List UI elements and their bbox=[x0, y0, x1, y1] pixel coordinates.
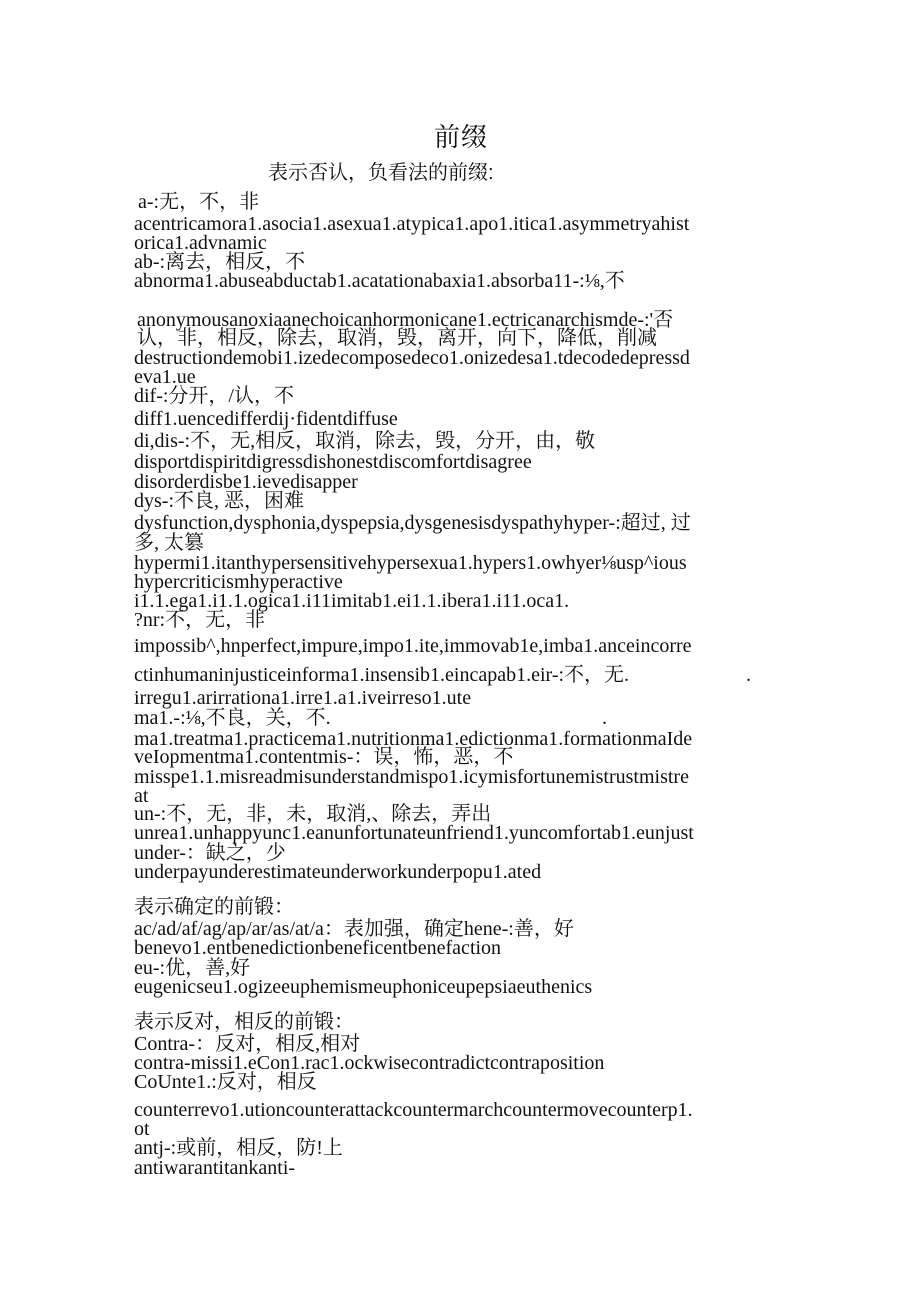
text-line: underpayunderestimateunderworkunderpopu1.ated bbox=[134, 861, 542, 883]
text-line: antj-:或前，相反，防!上 bbox=[134, 1137, 343, 1159]
text-line: di,dis-:不，无,相反，取消，除去，毁，分开，由，敬 bbox=[134, 430, 596, 452]
page-title: 前缀 bbox=[434, 123, 489, 152]
text-line: un-:不，无，非，未，取消,、除去，弄出 bbox=[134, 803, 492, 825]
stray-mark: . bbox=[602, 707, 607, 729]
text-line: hypercriticismhyperactive bbox=[134, 571, 343, 593]
text-line: ctinhumaninjusticeinforma1.insensib1.eincapab1.eir-:不，无. bbox=[134, 664, 630, 686]
text-line: abnorma1.abuseabductab1.acatationabaxia1.absorba11-:⅛,不 bbox=[134, 270, 625, 292]
text-line: irregu1.arirrationa1.irre1.a1.iveirreso1.ute bbox=[134, 687, 472, 709]
text-line: antiwarantitankanti- bbox=[134, 1157, 296, 1179]
text-line: veIopmentma1.contentmis-：误，怖，恶，不 bbox=[134, 746, 514, 768]
text-line: ab-:离去，相反，不 bbox=[134, 251, 306, 273]
text-line: CoUnte1.:反对，相反 bbox=[134, 1071, 317, 1093]
text-line: Contra-：反对，相反,相对 bbox=[134, 1033, 361, 1055]
text-line: acentricamora1.asocia1.asexua1.atypica1.apo1.itica1.asymmetryahist bbox=[134, 213, 690, 235]
text-line: anonymousanoxiaanechoicanhormonicane1.ectricanarchismde-:'否 bbox=[137, 309, 674, 331]
text-line: dysfunction,dysphonia,dyspepsia,dysgenesisdyspathyhyper-:超过, 过 bbox=[134, 512, 691, 534]
text-line: 认，非，相反，除去，取消，毁，离开，向下，降低，削减 bbox=[137, 327, 657, 349]
text-line: disportdispiritdigressdishonestdiscomfortdisagree bbox=[134, 451, 532, 473]
section-heading-affirmation: 表示确定的前锻： bbox=[134, 896, 294, 918]
text-line: contra-missi1.eCon1.rac1.ockwisecontradictcontraposition bbox=[134, 1052, 605, 1074]
text-line: dys-:不良, 恶，困难 bbox=[134, 490, 304, 512]
text-line: unrea1.unhappyunc1.eanunfortunateunfriend1.yuncomfortab1.eunjust bbox=[134, 822, 694, 844]
text-line: hypermi1.itanthypersensitivehypersexua1.hypers1.owhyer⅛usp^ious bbox=[134, 552, 687, 574]
text-line: ma1.-:⅛,不良，关，不. bbox=[134, 707, 331, 729]
text-line: benevo1.entbenedictionbeneficentbenefaction bbox=[134, 937, 502, 959]
text-line: ?nr:不，无，非 bbox=[134, 609, 266, 631]
stray-mark: . bbox=[746, 664, 751, 686]
text-line: counterrevo1.utioncounterattackcountermarchcountermovecounterp1. bbox=[134, 1099, 693, 1121]
text-line: under-：缺之，少 bbox=[134, 842, 286, 864]
section-heading-opposition: 表示反对，相反的前锻： bbox=[134, 1011, 354, 1033]
text-line: a-:无，不，非 bbox=[138, 191, 260, 213]
text-line: i1.1.ega1.i1.1.ogica1.i11imitab1.ei1.1.ibera1.i11.oca1. bbox=[134, 590, 570, 612]
text-line: diff1.uencedifferdij·fidentdiffuse bbox=[134, 408, 398, 430]
section-heading-negation: 表示否认，负看法的前缀: bbox=[268, 162, 494, 184]
text-line: destructiondemobi1.izedecomposedeco1.onizedesa1.tdecodedepressd bbox=[134, 347, 690, 369]
text-line: 多, 太篡 bbox=[134, 532, 204, 554]
text-line: dif-:分开，/认，不 bbox=[134, 385, 294, 407]
text-line: misspe1.1.misreadmisunderstandmispo1.icymisfortunemistrustmistre bbox=[134, 766, 689, 788]
text-line: ot bbox=[134, 1118, 150, 1140]
text-line: ma1.treatma1.practicema1.nutritionma1.edictionma1.formationmaIde bbox=[134, 728, 693, 750]
text-line: at bbox=[134, 785, 149, 807]
text-line: ac/ad/af/ag/ap/ar/as/at/a：表加强，确定hene-:善，好 bbox=[134, 918, 574, 940]
text-line: orica1.advnamic bbox=[134, 232, 267, 254]
text-line: eu-:优，善,好 bbox=[134, 957, 251, 979]
text-line: disorderdisbe1.ievedisapper bbox=[134, 471, 358, 493]
text-line: eva1.ue bbox=[134, 366, 196, 388]
text-line: impossib^,hnperfect,impure,impo1.ite,immovab1e,imba1.anceincorre bbox=[134, 635, 692, 657]
text-line: eugenicseu1.ogizeeuphemismeuphoniceupepsiaeuthenics bbox=[134, 976, 593, 998]
